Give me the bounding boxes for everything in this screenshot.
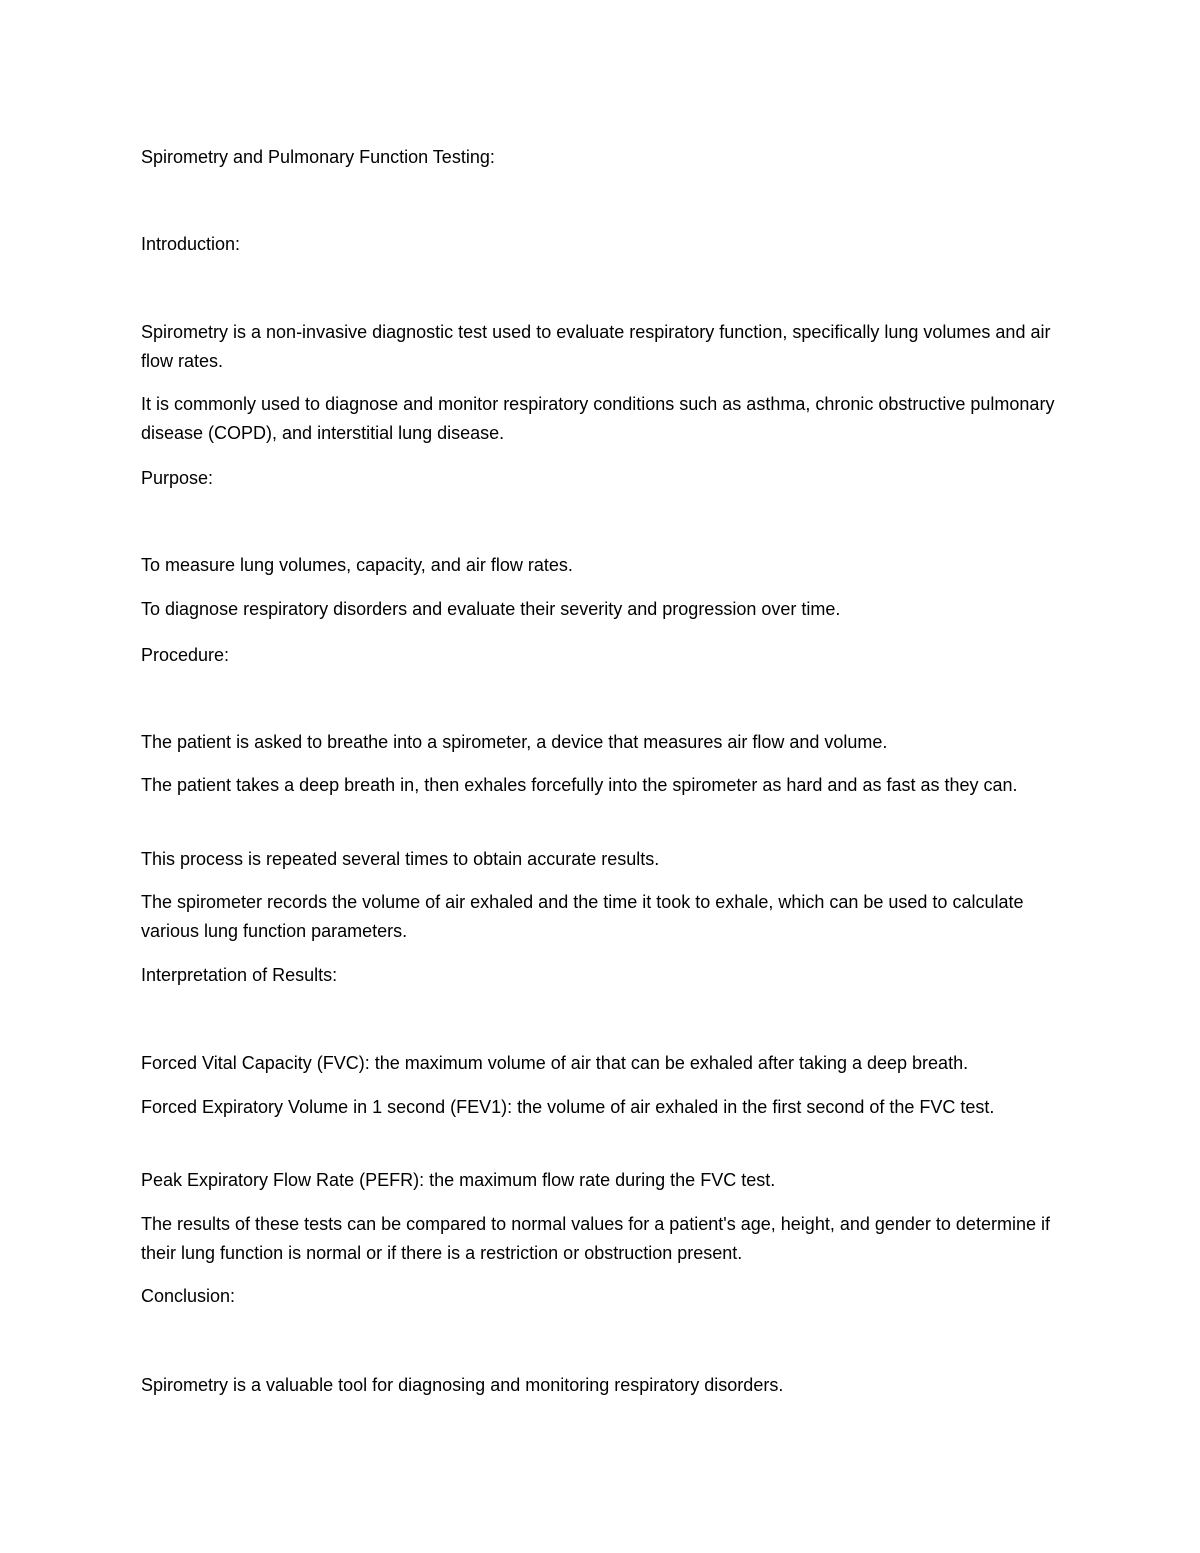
paragraph: This process is repeated several times to obtain accurate results. — [141, 849, 660, 869]
section-heading-procedure: Procedure: — [141, 645, 230, 665]
section-heading-interpretation: Interpretation of Results: — [141, 965, 338, 985]
paragraph: To diagnose respiratory disorders and evaluate their severity and progression over time. — [141, 599, 841, 619]
section-heading-introduction: Introduction: — [141, 234, 241, 254]
paragraph: Forced Vital Capacity (FVC): the maximum volume of air that can be exhaled after taking a deep breath. — [141, 1053, 969, 1073]
paragraph: Peak Expiratory Flow Rate (PEFR): the maximum flow rate during the FVC test. — [141, 1170, 776, 1190]
paragraph: It is commonly used to diagnose and monitor respiratory conditions such as asthma, chronic obstructive pulmonary disease (COPD), and interstitial lung disease. — [141, 394, 1060, 443]
paragraph: Forced Expiratory Volume in 1 second (FEV1): the volume of air exhaled in the first second of the FVC test. — [141, 1097, 995, 1117]
paragraph: Spirometry is a valuable tool for diagnosing and monitoring respiratory disorders. — [141, 1375, 784, 1395]
paragraph: The patient takes a deep breath in, then exhales forcefully into the spirometer as hard and as fast as they can. — [141, 775, 1018, 795]
paragraph: The spirometer records the volume of air exhaled and the time it took to exhale, which can be used to calculate various lung function parameters. — [141, 892, 1029, 941]
section-heading-conclusion: Conclusion: — [141, 1286, 236, 1306]
document-title: Spirometry and Pulmonary Function Testing: — [141, 147, 495, 167]
paragraph: Spirometry is a non-invasive diagnostic test used to evaluate respiratory function, specifically lung volumes and air flow rates. — [141, 322, 1056, 371]
section-heading-purpose: Purpose: — [141, 468, 214, 488]
paragraph: The patient is asked to breathe into a spirometer, a device that measures air flow and volume. — [141, 732, 888, 752]
paragraph: To measure lung volumes, capacity, and air flow rates. — [141, 555, 573, 575]
paragraph: The results of these tests can be compared to normal values for a patient's age, height, and gender to determine if their lung function is normal or if there is a restriction or obstruction present. — [141, 1214, 1055, 1263]
